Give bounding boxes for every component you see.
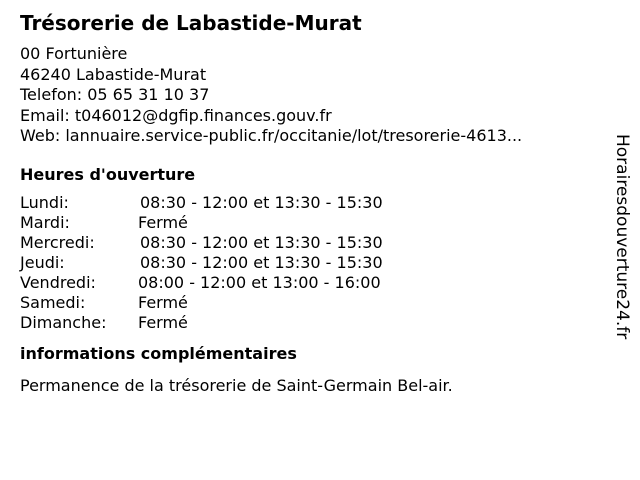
info-heading: informations complémentaires bbox=[20, 343, 297, 363]
day-label: Mardi: bbox=[20, 212, 70, 232]
email-line: Email: t046012@dgfip.finances.gouv.fr bbox=[20, 105, 332, 125]
day-hours: Fermé bbox=[138, 212, 188, 232]
watermark-text: Horairesdouverture24.fr bbox=[612, 134, 632, 340]
day-hours: Fermé bbox=[138, 312, 188, 332]
hours-heading: Heures d'ouverture bbox=[20, 164, 196, 184]
day-label: Vendredi: bbox=[20, 272, 96, 292]
web-line: Web: lannuaire.service-public.fr/occitanie/lot/tresorerie-4613... bbox=[20, 126, 523, 145]
hours-row-jeudi bbox=[20, 253, 600, 273]
info-text: Permanence de la trésorerie de Saint-Germain Bel-air. bbox=[20, 375, 453, 395]
day-hours: 08:30 - 12:00 et 13:30 - 15:30 bbox=[140, 252, 383, 272]
day-label: Lundi: bbox=[20, 192, 69, 212]
page-title: Trésorerie de Labastide-Murat bbox=[20, 11, 362, 35]
address-block bbox=[20, 44, 600, 147]
hours-row-mardi bbox=[20, 213, 600, 233]
day-hours: 08:00 - 12:00 et 13:00 - 16:00 bbox=[138, 272, 381, 292]
phone-line: Telefon: 05 65 31 10 37 bbox=[20, 85, 210, 104]
address-street: 00 Fortunière bbox=[20, 44, 128, 63]
hours-row-dimanche bbox=[20, 313, 600, 333]
day-label: Dimanche: bbox=[20, 312, 107, 332]
day-hours: 08:30 - 12:00 et 13:30 - 15:30 bbox=[140, 232, 383, 252]
hours-row-mercredi bbox=[20, 233, 600, 253]
address-city: 46240 Labastide-Murat bbox=[20, 64, 207, 84]
opening-hours-table bbox=[20, 193, 600, 333]
hours-row-samedi bbox=[20, 293, 600, 313]
day-label: Mercredi: bbox=[20, 232, 95, 252]
hours-row-vendredi bbox=[20, 273, 600, 293]
main-content bbox=[20, 10, 600, 396]
hours-row-lundi bbox=[20, 193, 600, 213]
day-hours: 08:30 - 12:00 et 13:30 - 15:30 bbox=[140, 192, 383, 212]
day-label: Samedi: bbox=[20, 292, 86, 312]
day-hours: Fermé bbox=[138, 292, 188, 312]
day-label: Jeudi: bbox=[20, 252, 65, 272]
